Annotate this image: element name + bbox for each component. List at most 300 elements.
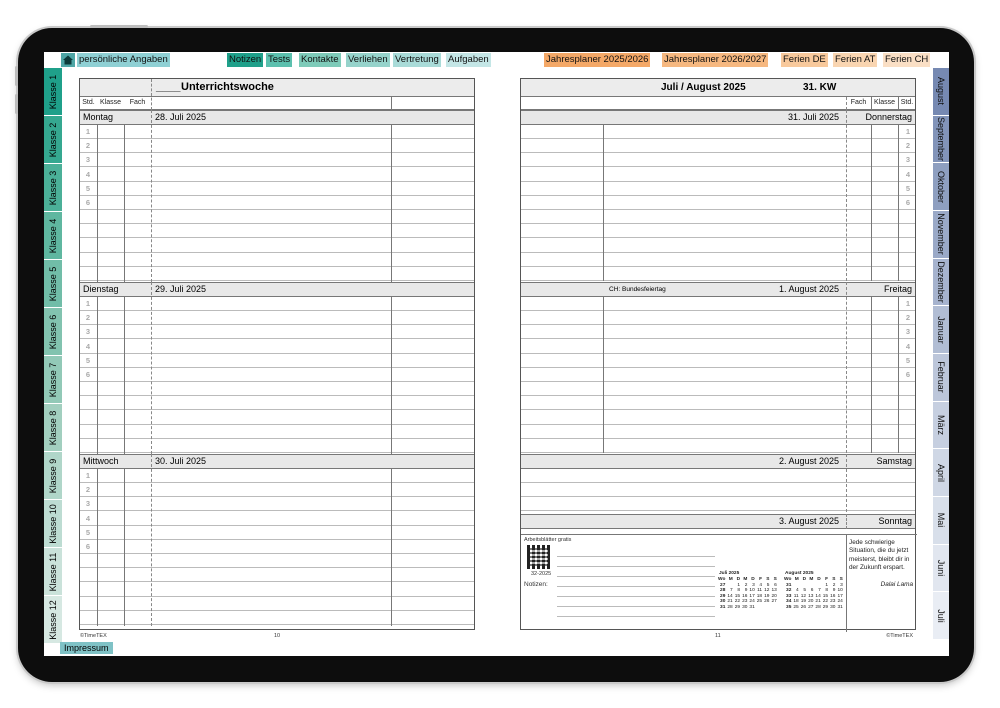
- lesson-number: 2: [85, 141, 91, 151]
- lesson-number: 1: [905, 127, 911, 136]
- class-tab[interactable]: [44, 500, 62, 548]
- lesson-row[interactable]: [521, 425, 915, 439]
- lesson-row[interactable]: [80, 540, 474, 554]
- lesson-row[interactable]: [80, 497, 474, 511]
- class-tab[interactable]: [44, 548, 62, 596]
- top-tab[interactable]: Tests: [268, 54, 291, 65]
- calendar-day: 9: [832, 588, 836, 594]
- column-divider: [603, 125, 604, 281]
- calendar-day: 6: [810, 588, 814, 594]
- day-header: [80, 454, 474, 469]
- column-divider: [151, 282, 152, 454]
- class-tab[interactable]: [44, 260, 62, 308]
- column-divider: [898, 297, 899, 453]
- class-tab-label: Klasse 6: [48, 314, 58, 349]
- calendar-day: 30: [720, 599, 726, 605]
- lesson-row[interactable]: [80, 168, 474, 182]
- col-fach: Fach: [850, 99, 867, 106]
- lesson-row[interactable]: [80, 196, 474, 210]
- month-tab-label: April: [936, 463, 946, 482]
- footer-brand: ©TimeTEX: [80, 633, 107, 639]
- calendar-header-cell: D: [751, 577, 755, 582]
- calendar-day: 22: [734, 599, 741, 605]
- col-std: Std.: [82, 99, 95, 106]
- month-tab-label: Juni: [936, 559, 946, 577]
- month-tab[interactable]: [933, 306, 949, 354]
- month-tab[interactable]: [933, 116, 949, 164]
- calendar-day: [763, 605, 770, 611]
- lesson-row[interactable]: [80, 253, 474, 267]
- calendar-day: 31: [786, 582, 792, 588]
- top-tab[interactable]: Verliehen: [348, 54, 388, 65]
- month-tab-label: März: [936, 414, 946, 435]
- qr-code[interactable]: [527, 545, 551, 569]
- class-tab[interactable]: [44, 596, 62, 644]
- month-tab-label: Januar: [936, 315, 946, 344]
- calendar-day: 28: [815, 604, 821, 610]
- calendar-day: 19: [764, 593, 770, 599]
- calendar-day: 15: [734, 593, 741, 599]
- col-klasse: Klasse: [99, 99, 121, 106]
- calendar-august-title: August 2025: [785, 571, 814, 576]
- lesson-row[interactable]: [521, 224, 915, 238]
- lesson-row[interactable]: [80, 396, 474, 410]
- week-header: [521, 79, 915, 97]
- lesson-number: 5: [85, 355, 91, 365]
- top-tab[interactable]: Jahresplaner 2026/2027: [664, 54, 767, 65]
- calendar-header-cell: D: [802, 577, 807, 582]
- calendar-day: 12: [764, 588, 770, 594]
- page-number: 10: [274, 633, 281, 639]
- column-header-row: [80, 97, 474, 110]
- quote-author: Dalai Lama: [880, 581, 913, 588]
- month-title: Juli / August 2025: [661, 82, 746, 93]
- month-tab[interactable]: [933, 354, 949, 402]
- lesson-row[interactable]: [521, 497, 915, 511]
- calendar-header-cell: M: [809, 577, 814, 582]
- column-divider: [846, 97, 847, 110]
- top-tab[interactable]: Aufgaben: [448, 54, 489, 65]
- column-divider: [391, 297, 392, 454]
- top-tab-bar: [44, 52, 949, 68]
- calendar-july: [717, 577, 778, 611]
- lesson-row[interactable]: [521, 125, 915, 139]
- class-tab-label: Klasse 10: [48, 503, 58, 544]
- lesson-row[interactable]: [521, 153, 915, 167]
- lesson-number: 3: [905, 327, 911, 337]
- calendar-august: [783, 577, 844, 611]
- calendar-day: 7: [818, 588, 821, 594]
- calendar-day: 3: [752, 582, 755, 588]
- calendar-day: 8: [825, 588, 829, 594]
- lesson-number: 4: [85, 169, 91, 179]
- class-tab[interactable]: [44, 356, 62, 404]
- lesson-row[interactable]: [521, 354, 915, 368]
- lesson-number: 2: [85, 313, 91, 323]
- calendar-day: 27: [720, 582, 726, 588]
- calendar-day: 18: [793, 599, 799, 605]
- calendar-day: 32: [786, 588, 792, 594]
- column-divider: [97, 469, 98, 626]
- calendar-header-cell: M: [794, 577, 799, 582]
- week-label: Unterrichtswoche: [181, 81, 274, 93]
- lesson-row[interactable]: [80, 597, 474, 611]
- lesson-number: 1: [85, 127, 91, 136]
- lesson-row[interactable]: [80, 210, 474, 224]
- day-header: [80, 282, 474, 297]
- lesson-row[interactable]: [521, 182, 915, 196]
- column-divider: [603, 297, 604, 453]
- holiday-note: CH: Bundesfeiertag: [609, 286, 666, 293]
- lesson-row[interactable]: [521, 439, 915, 453]
- left-page: [79, 78, 475, 639]
- quote-text: Jede schwierige Situation, die du jetzt meisterst, bleibt dir in der Zukunft erspart.: [849, 539, 910, 572]
- calendar-day: 4: [796, 588, 799, 594]
- lesson-row[interactable]: [80, 439, 474, 453]
- lesson-row[interactable]: [80, 153, 474, 167]
- lesson-row[interactable]: [521, 368, 915, 382]
- week-blank[interactable]: ____: [156, 81, 181, 93]
- day-header: [521, 282, 915, 297]
- top-tab[interactable]: persönliche Angaben: [79, 54, 168, 65]
- calendar-day: 30: [830, 604, 836, 610]
- month-tab-label: August: [936, 77, 946, 106]
- calendar-day: 17: [837, 593, 843, 599]
- class-tab-label: Klasse 5: [48, 266, 58, 301]
- column-divider: [871, 297, 872, 453]
- day-date: 3. August 2025: [778, 516, 839, 526]
- page-number: 11: [715, 633, 721, 639]
- calendar-day: 18: [756, 593, 763, 599]
- lesson-number: 5: [85, 183, 91, 193]
- day-name: Dienstag: [83, 284, 119, 294]
- day-date: 31. Juli 2025: [787, 112, 839, 122]
- lesson-row[interactable]: [521, 253, 915, 267]
- column-header-row: [521, 97, 915, 110]
- month-tabs: [933, 68, 949, 640]
- lesson-number: 3: [905, 155, 911, 165]
- lesson-row[interactable]: [80, 139, 474, 153]
- column-divider: [391, 125, 392, 282]
- day-name: Mittwoch: [83, 456, 119, 466]
- column-divider: [391, 97, 392, 110]
- calendar-day: 3: [840, 582, 843, 588]
- calendar-header-cell: Wo: [718, 577, 726, 582]
- calendar-day: 26: [800, 604, 807, 610]
- lesson-row[interactable]: [80, 611, 474, 625]
- calendar-day: 23: [830, 599, 836, 605]
- column-divider: [871, 125, 872, 281]
- class-tab-label: Klasse 12: [48, 599, 58, 640]
- col-std: Std.: [900, 99, 914, 106]
- class-tab-label: Klasse 2: [48, 122, 58, 157]
- month-tab-label: September: [936, 116, 946, 161]
- calendar-day: 10: [837, 588, 843, 594]
- power-button: [114, 25, 148, 28]
- month-tab[interactable]: [933, 402, 949, 450]
- calendar-day: 1: [737, 582, 741, 588]
- lesson-number: 6: [85, 542, 91, 551]
- column-divider: [151, 79, 152, 110]
- col-klasse: Klasse: [873, 99, 895, 106]
- calendar-day: 24: [749, 599, 755, 605]
- calendar-day: 2: [744, 582, 748, 588]
- lesson-row[interactable]: [80, 554, 474, 568]
- calendar-day: 31: [837, 604, 843, 610]
- lesson-row[interactable]: [521, 196, 915, 210]
- month-tab[interactable]: [933, 259, 949, 307]
- right-page: [520, 78, 916, 639]
- mini-calendars: [718, 571, 843, 627]
- month-tab-label: Oktober: [936, 170, 946, 203]
- calendar-july-title: Juli 2025: [719, 571, 740, 576]
- column-divider: [151, 110, 152, 282]
- lesson-number: 3: [85, 327, 91, 337]
- month-tab[interactable]: [933, 68, 949, 116]
- calendar-day: 17: [749, 593, 755, 599]
- column-divider: [871, 97, 872, 110]
- col-fach: Fach: [129, 99, 146, 106]
- calendar-day: 34: [786, 599, 792, 605]
- lesson-row[interactable]: [80, 568, 474, 582]
- lesson-row[interactable]: [80, 411, 474, 425]
- lesson-row[interactable]: [521, 483, 915, 497]
- lesson-number: 1: [905, 299, 911, 308]
- top-tab[interactable]: Ferien AT: [835, 54, 876, 65]
- column-divider: [846, 454, 847, 512]
- day-name: Freitag: [883, 284, 912, 294]
- lesson-number: 2: [905, 141, 911, 151]
- calendar-day: 2: [832, 582, 836, 588]
- day-name: Samstag: [876, 456, 912, 466]
- lesson-row[interactable]: [521, 382, 915, 396]
- lesson-row[interactable]: [521, 210, 915, 224]
- calendar-day: 14: [727, 593, 733, 599]
- note-lines[interactable]: [557, 547, 715, 617]
- month-tab-label: Mai: [936, 513, 946, 528]
- calendar-header-cell: F: [759, 577, 763, 582]
- top-tab[interactable]: Vertretung: [395, 54, 439, 65]
- class-tab-label: Klasse 3: [48, 170, 58, 205]
- column-divider: [898, 125, 899, 281]
- lesson-number: 1: [85, 471, 91, 480]
- month-tab[interactable]: [933, 497, 949, 545]
- calendar-day: 26: [764, 599, 770, 605]
- lesson-row[interactable]: [521, 139, 915, 153]
- day-header: [80, 110, 474, 125]
- calendar-day: 35: [786, 604, 792, 610]
- week-header: [80, 79, 474, 97]
- lesson-number: 5: [905, 355, 911, 365]
- calendar-day: [770, 605, 777, 611]
- day-name: Sonntag: [878, 516, 912, 526]
- lesson-number: 2: [85, 485, 91, 495]
- lesson-number: 6: [905, 198, 911, 207]
- lesson-row[interactable]: [80, 526, 474, 540]
- lesson-row[interactable]: [521, 396, 915, 410]
- month-tab[interactable]: [933, 592, 949, 640]
- class-tab-label: Klasse 4: [48, 218, 58, 253]
- calendar-header-cell: M: [728, 577, 733, 582]
- lesson-number: 3: [85, 155, 91, 165]
- class-tab[interactable]: [44, 116, 62, 164]
- calendar-day: [756, 605, 763, 611]
- calendar-header-cell: S: [832, 577, 836, 582]
- column-divider: [124, 469, 125, 626]
- home-icon[interactable]: [61, 53, 75, 67]
- lesson-number: 3: [85, 499, 91, 509]
- calendar-day: 11: [793, 593, 799, 599]
- calendar-header-cell: D: [736, 577, 741, 582]
- month-tab-label: Juli: [936, 608, 946, 623]
- lesson-row[interactable]: [80, 224, 474, 238]
- calendar-day: 27: [808, 604, 814, 610]
- day-header: [521, 514, 915, 529]
- class-tab-label: Klasse 11: [48, 552, 58, 591]
- lesson-row[interactable]: [80, 182, 474, 196]
- worksheets-label: Arbeitsblätter gratis: [524, 537, 572, 543]
- lesson-row[interactable]: [80, 512, 474, 526]
- day-date: 30. Juli 2025: [155, 456, 207, 466]
- class-tab-label: Klasse 8: [48, 410, 58, 445]
- calendar-day: 9: [744, 588, 748, 594]
- class-tab[interactable]: [44, 308, 62, 356]
- calendar-header-cell: S: [773, 577, 777, 582]
- column-divider: [846, 110, 847, 281]
- calendar-day: 28: [727, 604, 733, 610]
- lesson-row[interactable]: [521, 297, 915, 311]
- lesson-row[interactable]: [80, 425, 474, 439]
- calendar-header-cell: Wo: [784, 577, 792, 582]
- lesson-row[interactable]: [521, 469, 915, 483]
- calendar-day: 25: [756, 599, 763, 605]
- class-tabs: [44, 68, 62, 644]
- class-tab-label: Klasse 7: [48, 362, 58, 397]
- class-tab[interactable]: [44, 164, 62, 212]
- calendar-day: 4: [759, 582, 763, 588]
- lesson-row[interactable]: [80, 469, 474, 483]
- calendar-day: 1: [825, 582, 829, 588]
- month-tab[interactable]: [933, 449, 949, 497]
- impressum-tab[interactable]: Impressum: [60, 642, 113, 654]
- calendar-day: 29: [734, 604, 741, 610]
- lesson-number: 6: [85, 370, 91, 379]
- calendar-day: 30: [742, 604, 748, 610]
- lesson-row[interactable]: [80, 125, 474, 139]
- column-divider: [391, 469, 392, 626]
- column-divider: [124, 125, 125, 282]
- day-date: 1. August 2025: [778, 284, 839, 294]
- top-tab[interactable]: Kontakte: [301, 54, 339, 65]
- calendar-day: 33: [786, 593, 792, 599]
- lesson-row[interactable]: [80, 311, 474, 325]
- calendar-day: 31: [749, 604, 755, 610]
- calendar-day: 29: [720, 593, 726, 599]
- lesson-row[interactable]: [80, 354, 474, 368]
- calendar-header-cell: M: [743, 577, 748, 582]
- calendar-header-cell: S: [766, 577, 770, 582]
- calendar-day: 21: [727, 599, 733, 605]
- lesson-row[interactable]: [80, 325, 474, 339]
- month-tab[interactable]: [933, 211, 949, 259]
- calendar-header-cell: S: [839, 577, 843, 582]
- day-header: [521, 110, 915, 125]
- day-name: Donnerstag: [865, 112, 912, 122]
- volume-button: [15, 66, 18, 86]
- lesson-number: 6: [905, 370, 911, 379]
- lesson-row[interactable]: [521, 411, 915, 425]
- lesson-number: 6: [85, 198, 91, 207]
- lesson-row[interactable]: [80, 382, 474, 396]
- month-tab-label: November: [936, 213, 946, 256]
- calendar-day: 14: [815, 593, 821, 599]
- calendar-day: 16: [830, 593, 836, 599]
- calendar-day: 22: [822, 599, 829, 605]
- top-tab[interactable]: Jahresplaner 2025/2026: [546, 54, 649, 65]
- column-divider: [124, 297, 125, 454]
- week-number: 31. KW: [803, 82, 837, 93]
- month-tab[interactable]: [933, 545, 949, 593]
- lesson-row[interactable]: [80, 483, 474, 497]
- lesson-row[interactable]: [521, 340, 915, 354]
- column-divider: [898, 97, 899, 110]
- lesson-row[interactable]: [521, 267, 915, 281]
- calendar-header-cell: D: [817, 577, 821, 582]
- lesson-row[interactable]: [80, 239, 474, 253]
- column-divider: [846, 282, 847, 453]
- class-tab[interactable]: [44, 212, 62, 260]
- lesson-row[interactable]: [80, 368, 474, 382]
- calendar-day: 13: [808, 593, 814, 599]
- lesson-row[interactable]: [80, 583, 474, 597]
- top-tab[interactable]: Ferien CH: [885, 54, 929, 65]
- calendar-day: 20: [771, 593, 777, 599]
- calendar-header-cell: F: [825, 577, 829, 582]
- month-tab[interactable]: [933, 163, 949, 211]
- day-date: 28. Juli 2025: [155, 112, 207, 122]
- day-name: Montag: [83, 112, 114, 122]
- class-tab[interactable]: [44, 452, 62, 500]
- calendar-day: 19: [800, 599, 807, 605]
- lesson-row[interactable]: [521, 311, 915, 325]
- lesson-row[interactable]: [80, 297, 474, 311]
- lesson-number: 5: [85, 527, 91, 537]
- calendar-day: 20: [808, 599, 814, 605]
- top-tab[interactable]: Notizen: [229, 54, 262, 65]
- volume-button: [15, 94, 18, 114]
- lesson-number: 5: [905, 183, 911, 193]
- class-tab[interactable]: [44, 404, 62, 452]
- lesson-row[interactable]: [80, 267, 474, 281]
- lesson-row[interactable]: [521, 239, 915, 253]
- column-divider: [97, 297, 98, 454]
- class-tab[interactable]: [44, 68, 62, 116]
- lesson-row[interactable]: [80, 340, 474, 354]
- calendar-day: 21: [815, 599, 821, 605]
- lesson-number: 1: [85, 299, 91, 308]
- calendar-day: 6: [774, 582, 777, 588]
- calendar-day: 27: [771, 599, 777, 605]
- footer-brand: ©TimeTEX: [886, 633, 913, 639]
- column-divider: [846, 514, 847, 529]
- calendar-day: 8: [737, 588, 741, 594]
- lesson-row[interactable]: [521, 168, 915, 182]
- planner-screen: [44, 52, 949, 656]
- calendar-day: 5: [766, 582, 770, 588]
- calendar-day: 23: [742, 599, 748, 605]
- top-tab[interactable]: Ferien DE: [783, 54, 826, 65]
- lesson-row[interactable]: [521, 325, 915, 339]
